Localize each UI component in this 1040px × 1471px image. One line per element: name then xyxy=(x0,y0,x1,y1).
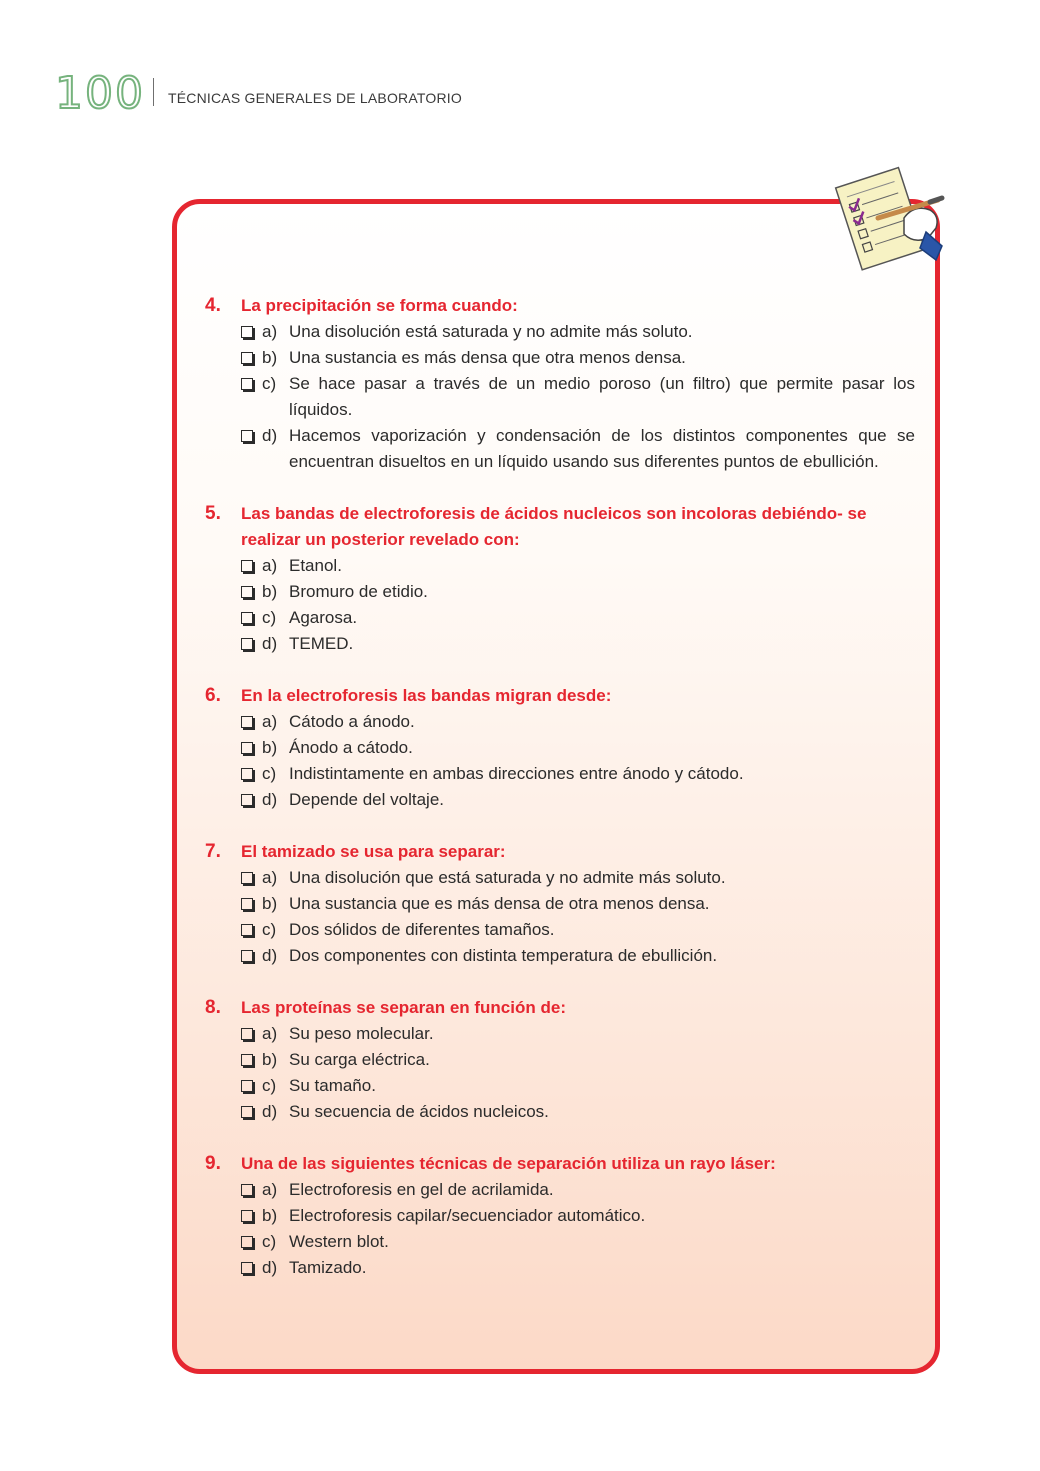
question-heading xyxy=(205,839,915,865)
option-letter: d) xyxy=(262,946,278,965)
answer-option[interactable] xyxy=(241,735,915,761)
checkbox-icon[interactable] xyxy=(241,560,253,572)
answer-option[interactable] xyxy=(241,1047,915,1073)
question-item xyxy=(205,1151,915,1281)
option-list xyxy=(241,865,915,969)
option-list xyxy=(241,709,915,813)
option-text: Una disolución está saturada y no admite más soluto. xyxy=(289,322,693,341)
checkbox-icon[interactable] xyxy=(241,612,253,624)
answer-option[interactable] xyxy=(241,865,915,891)
option-text: Su peso molecular. xyxy=(289,1024,434,1043)
page-number: 100 xyxy=(55,68,145,119)
answer-option[interactable] xyxy=(241,787,915,813)
answer-option[interactable] xyxy=(241,709,915,735)
checkbox-icon[interactable] xyxy=(241,1028,253,1040)
checkbox-icon[interactable] xyxy=(241,1184,253,1196)
checkbox-icon[interactable] xyxy=(241,1210,253,1222)
option-text: Su carga eléctrica. xyxy=(289,1050,430,1069)
option-text: TEMED. xyxy=(289,634,354,653)
checkbox-icon[interactable] xyxy=(241,768,253,780)
option-letter: d) xyxy=(262,1258,278,1277)
option-letter: d) xyxy=(262,634,278,653)
checkbox-icon[interactable] xyxy=(241,1262,253,1274)
question-heading xyxy=(205,293,915,319)
question-item xyxy=(205,995,915,1125)
checkbox-icon[interactable] xyxy=(241,716,253,728)
checkbox-icon[interactable] xyxy=(241,924,253,936)
option-letter: a) xyxy=(262,1024,278,1043)
option-letter: b) xyxy=(262,1050,278,1069)
checkbox-icon[interactable] xyxy=(241,1236,253,1248)
answer-option[interactable] xyxy=(241,371,915,423)
question-number: 6. xyxy=(205,685,221,706)
option-text: Ánodo a cátodo. xyxy=(289,738,413,757)
checkbox-icon[interactable] xyxy=(241,794,253,806)
answer-option[interactable] xyxy=(241,1099,915,1125)
option-text: Su secuencia de ácidos nucleicos. xyxy=(289,1102,549,1121)
question-item xyxy=(205,683,915,813)
question-list xyxy=(205,293,915,1307)
checklist-pen-icon xyxy=(826,160,954,280)
option-list xyxy=(241,1177,915,1281)
option-letter: a) xyxy=(262,556,278,575)
checkbox-icon[interactable] xyxy=(241,742,253,754)
question-number: 4. xyxy=(205,295,221,316)
answer-option[interactable] xyxy=(241,553,915,579)
option-text: Cátodo a ánodo. xyxy=(289,712,415,731)
header-divider xyxy=(153,78,154,106)
checkbox-icon[interactable] xyxy=(241,1106,253,1118)
answer-option[interactable] xyxy=(241,1073,915,1099)
option-text: Hacemos vaporización y condensación de los distintos componentes que se encuentran disueltos en un líquido usando sus diferentes puntos de ebullición. xyxy=(289,426,915,471)
option-letter: c) xyxy=(262,1232,277,1251)
checkbox-icon[interactable] xyxy=(241,378,253,390)
question-text: Una de las siguientes técnicas de separación utiliza un rayo láser: xyxy=(241,1154,776,1173)
option-text: Tamizado. xyxy=(289,1258,367,1277)
option-text: Dos sólidos de diferentes tamaños. xyxy=(289,920,555,939)
answer-option[interactable] xyxy=(241,345,915,371)
option-list xyxy=(241,553,915,657)
answer-option[interactable] xyxy=(241,631,915,657)
answer-option[interactable] xyxy=(241,579,915,605)
question-number: 7. xyxy=(205,841,221,862)
option-letter: c) xyxy=(262,608,277,627)
checkbox-icon[interactable] xyxy=(241,352,253,364)
checkbox-icon[interactable] xyxy=(241,326,253,338)
chapter-title: TÉCNICAS GENERALES DE LABORATORIO xyxy=(168,90,462,106)
option-letter: d) xyxy=(262,426,278,445)
question-item xyxy=(205,501,915,657)
option-list xyxy=(241,1021,915,1125)
answer-option[interactable] xyxy=(241,891,915,917)
option-letter: b) xyxy=(262,348,278,367)
option-letter: a) xyxy=(262,712,278,731)
answer-option[interactable] xyxy=(241,917,915,943)
option-letter: d) xyxy=(262,790,278,809)
option-text: Electroforesis capilar/secuenciador automático. xyxy=(289,1206,646,1225)
question-number: 9. xyxy=(205,1153,221,1174)
question-heading xyxy=(205,1151,915,1177)
option-letter: a) xyxy=(262,868,278,887)
answer-option[interactable] xyxy=(241,1021,915,1047)
question-item xyxy=(205,839,915,969)
checkbox-icon[interactable] xyxy=(241,872,253,884)
option-letter: a) xyxy=(262,1180,278,1199)
question-number: 5. xyxy=(205,503,221,524)
answer-option[interactable] xyxy=(241,1177,915,1203)
option-letter: a) xyxy=(262,322,278,341)
option-letter: b) xyxy=(262,1206,278,1225)
option-text: Depende del voltaje. xyxy=(289,790,445,809)
question-text: La precipitación se forma cuando: xyxy=(241,296,518,315)
option-text: Una sustancia que es más densa de otra menos densa. xyxy=(289,894,710,913)
checkbox-icon[interactable] xyxy=(241,898,253,910)
question-heading xyxy=(205,501,915,553)
option-text: Una disolución que está saturada y no admite más soluto. xyxy=(289,868,726,887)
answer-option[interactable] xyxy=(241,423,915,475)
option-text: Agarosa. xyxy=(289,608,358,627)
option-letter: c) xyxy=(262,764,277,783)
answer-option[interactable] xyxy=(241,1203,915,1229)
answer-option[interactable] xyxy=(241,943,915,969)
checkbox-icon[interactable] xyxy=(241,1080,253,1092)
option-text: Electroforesis en gel de acrilamida. xyxy=(289,1180,554,1199)
option-letter: d) xyxy=(262,1102,278,1121)
question-heading xyxy=(205,683,915,709)
answer-option[interactable] xyxy=(241,319,915,345)
option-text: Se hace pasar a través de un medio poroso (un filtro) que permite pasar los líquidos. xyxy=(289,374,915,419)
option-text: Una sustancia es más densa que otra menos densa. xyxy=(289,348,686,367)
option-letter: c) xyxy=(262,920,277,939)
checkbox-icon[interactable] xyxy=(241,430,253,442)
question-item xyxy=(205,293,915,475)
option-text: Bromuro de etidio. xyxy=(289,582,428,601)
question-number: 8. xyxy=(205,997,221,1018)
question-text: Las proteínas se separan en función de: xyxy=(241,998,566,1017)
option-letter: b) xyxy=(262,894,278,913)
option-text: Etanol. xyxy=(289,556,342,575)
checkbox-icon[interactable] xyxy=(241,586,253,598)
option-letter: c) xyxy=(262,374,277,393)
answer-option[interactable] xyxy=(241,761,915,787)
checkbox-icon[interactable] xyxy=(241,1054,253,1066)
option-letter: b) xyxy=(262,738,278,757)
answer-option[interactable] xyxy=(241,605,915,631)
option-letter: c) xyxy=(262,1076,277,1095)
option-list xyxy=(241,319,915,475)
option-text: Indistintamente en ambas direcciones entre ánodo y cátodo. xyxy=(289,764,744,783)
question-text: Las bandas de electroforesis de ácidos nucleicos son incoloras debiéndo- se realizar un posterior revelado con: xyxy=(241,504,867,549)
option-text: Su tamaño. xyxy=(289,1076,376,1095)
answer-option[interactable] xyxy=(241,1255,915,1281)
question-text: En la electroforesis las bandas migran desde: xyxy=(241,686,612,705)
checkbox-icon[interactable] xyxy=(241,950,253,962)
answer-option[interactable] xyxy=(241,1229,915,1255)
option-letter: b) xyxy=(262,582,278,601)
option-text: Western blot. xyxy=(289,1232,389,1251)
option-text: Dos componentes con distinta temperatura de ebullición. xyxy=(289,946,718,965)
question-heading xyxy=(205,995,915,1021)
question-text: El tamizado se usa para separar: xyxy=(241,842,506,861)
checkbox-icon[interactable] xyxy=(241,638,253,650)
